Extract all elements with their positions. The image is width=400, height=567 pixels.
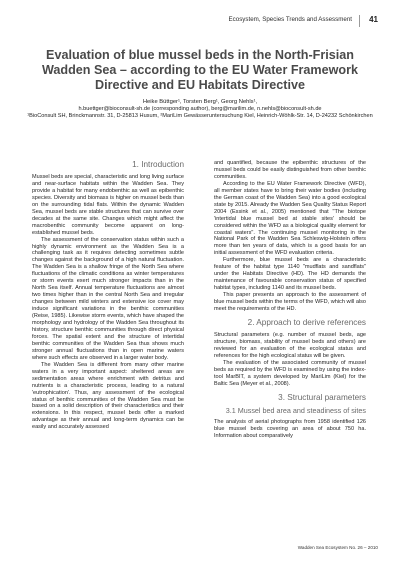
running-head [0, 15, 400, 29]
body-paragraph: The Wadden Sea is different from many other marine waters in a very important aspect: sheltered areas are sedimentation areas where enrichment with detritus and nutrients is a characteristic process, leading to a natural 'eutrophication'. Thus, any assessment of the ecological status of benthic communities of the Wadden Sea must be based on a solid description of their characteristics and their extensions. In this respect, mussel beds offer a marked advantage as their annual and long-term dynamics can be easily and accurately assessed [32, 361, 184, 431]
running-head-title: Ecosystem, Species Trends and Assessment [228, 16, 352, 23]
article-header [22, 48, 378, 121]
body-paragraph: The evaluation of the associated community of mussel beds as required by the WFD is examined by using the index-tool MarBIT, a system developed by MariLim (Kiel) for the Baltic Sea (Meyer et al., 2008). [214, 359, 366, 387]
body-paragraph: According to the EU Water Framework Directive (WFD), all member states have to bring their water bodies (including the German coast of the Wadden Sea) into a good ecological state by 2015. Already the Wadden Sea Quality Status Report 2004 (Essink et al., 2005) mentioned that "The biotope 'intertidal blue mussel bed at stable sites' should be considered within the WFD as a biological quality element for coastal waters". The continuing mussel monitoring in the National Park of the Wadden Sea Schleswig-Holstein offers more than ten years of data, which is a good basis for an initial assessment of the WFD evaluation criteria. [214, 180, 366, 257]
running-head-divider [359, 15, 360, 27]
article-title: Evaluation of blue mussel beds in the North-Frisian Wadden Sea – according to the EU Water Framework Directive and EU Habitats Directive [41, 48, 359, 92]
body-paragraph: This paper presents an approach to the assessment of blue mussel beds within the terms of the WFD, which will also meet the requirements of the HD. [214, 292, 366, 313]
section-heading-structural-parameters: 3. Structural parameters [278, 392, 366, 402]
author-affiliations: ¹BioConsult SH, Brinckmannstr. 31, D-25813 Husum, ²MariLim Gewässeruntersuchung Kiel, Heinrich-Wöhlk-Str. 14, D-24232 Schönkirchen [27, 113, 373, 120]
body-paragraph: Mussel beds are special, characteristic and long living surface and near-surface habitats within the Wadden Sea. They provide a habitat for many endobenthic as well as epibenthic species. Diversity and biomass is higher on mussel beds than on the surrounding tidal flats. Within the dynamic Wadden Sea, mussel beds are stable structures that can survive over decades at the same site. Changes which might affect the macrobenthic community become apparent on long-established mussel beds. [32, 174, 184, 236]
body-paragraph: Structural parameters (e.g. number of mussel beds, age structure, biomass, stability of mussel beds and others) are reviewed for an evaluation of the ecological status and references for the high ecological status will be given. [214, 331, 366, 359]
body-paragraph: Furthermore, blue mussel beds are a characteristic feature of the habitat type 1140 "mudflats and sandflats" under the Habitats Directive (HD). The HD demands the maintenance of favourable conservation status of specified habitat types, including 1140 and its mussel beds. [214, 257, 366, 292]
left-column [32, 160, 184, 431]
body-paragraph: The assessment of the conservation status within such a highly dynamic environment as the Wadden Sea is a challenging task as it requires detecting sometimes subtle changes against the background of a high natural fluctuation. The Wadden Sea is a shallow fringe of the North Sea where fluctuations of the climatic conditions as winter temperatures or storm events exert much stronger impacts than in the North Sea itself. Annual temperature fluctuations are almost two times higher than in the central North Sea and irregular changes between mild winters and extensive ice cover may induce significant variations in the benthic communities (Reise, 1985). Likewise storm events, which have shaped the morphology and hydrology of the Wadden Sea throughout its history, structure benthic communities through direct physical forces. The spatial extent and the structure of intertidal benthic communities of the Wadden Sea thus shows much stronger annual fluctuations than in open marine waters where such effects are observed in a larger water body. [32, 236, 184, 361]
body-paragraph: and quantified, because the epibenthic structures of the mussel beds could be easily distinguished from other benthic communities. [214, 160, 366, 180]
right-column [214, 160, 366, 440]
section-heading-introduction: 1. Introduction [132, 160, 184, 169]
body-paragraph: The analysis of aerial photographs from 1958 identified 126 blue mussel beds covering an area of about 750 ha. Information about comparatively [214, 419, 366, 440]
subsection-heading-mussel-bed-area: 3.1 Mussel bed area and steadiness of sites [225, 405, 366, 415]
page-number: 41 [369, 15, 378, 24]
page-footer: Wadden Sea Ecosystem No. 26 – 2010 [297, 545, 378, 550]
section-heading-approach: 2. Approach to derive references [247, 317, 366, 327]
author-list: Heike Büttger¹, Torsten Berg¹, Georg Nehls¹, [142, 99, 258, 105]
author-emails: h.buettger@bioconsult-sh.de (corresponding author), berg@marilim.de, n.nehls@bioconsult-sh.de [78, 106, 322, 113]
